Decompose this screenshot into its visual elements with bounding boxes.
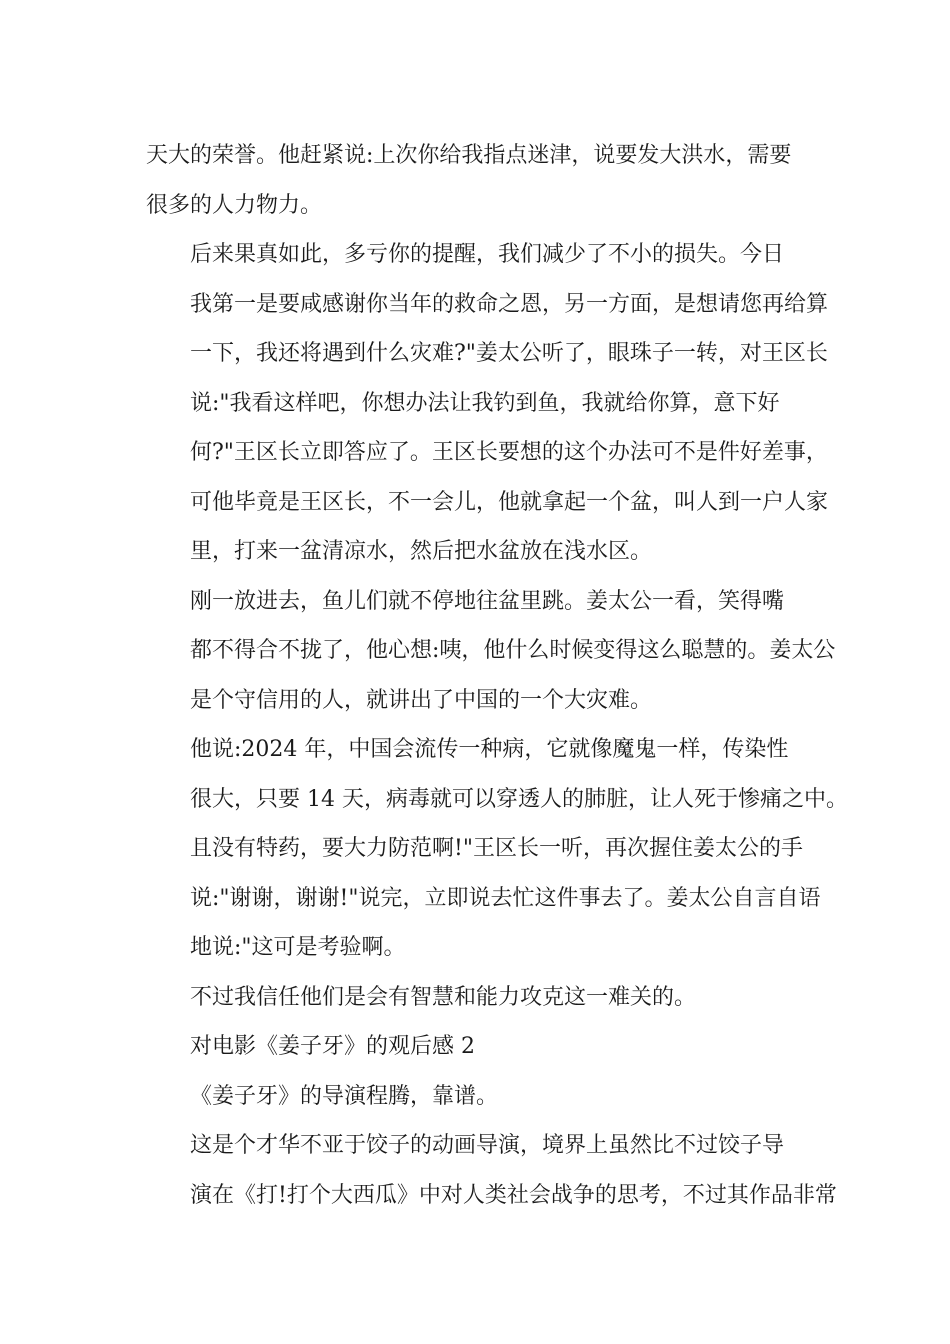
text-line: 后来果真如此，多亏你的提醒，我们减少了不小的损失。今日 [190,242,785,267]
paragraph [146,1022,808,1072]
text-line: 刚一放进去，鱼儿们就不停地往盆里跳。姜太公一看，笑得嘴 [190,588,785,614]
text-line: 这是个才华不亚于饺子的动画导演，境界上虽然比不过饺子导 [190,1133,785,1158]
paragraph [146,1121,837,1220]
document-body [146,131,848,1220]
text-line: 可他毕竟是王区长，不一会儿，他就拿起一个盆，叫人到一户人家 [190,489,829,515]
text-line: 一下，我还将遇到什么灾难?"姜太公听了，眼珠子一转，对王区长 [190,341,828,366]
text-line: 说:"我看这样吧，你想办法让我钓到鱼，我就给你算，意下好 [190,390,780,416]
text-line: 很多的人力物力。 [146,192,323,218]
text-line: 对电影《姜子牙》的观后感 2 [190,1034,475,1059]
text-line: 很大，只要 14 天，病毒就可以穿透人的肺脏，让人死于惨痛之中。 [190,786,848,812]
paragraph [146,577,836,726]
text-line: 说:"谢谢，谢谢!"说完，立即说去忙这件事去了。姜太公自言自语 [190,885,821,911]
text-line: 不过我信任他们是会有智慧和能力攻克这一难关的。 [190,984,697,1010]
text-line: 都不得合不拢了，他心想:咦，他什么时候变得这么聪慧的。姜太公 [190,638,836,663]
text-line: 里，打来一盆清凉水，然后把水盆放在浅水区。 [190,539,653,564]
paragraph [146,1072,808,1122]
text-line: 且没有特药，要大力防范啊!"王区长一听，再次握住姜太公的手 [190,836,803,861]
text-line: 演在《打!打个大西瓜》中对人类社会战争的思考，不过其作品非常 [190,1182,837,1208]
text-line: 是个守信用的人，就讲出了中国的一个大灾难。 [190,687,653,713]
paragraph [146,973,808,1023]
paragraph [146,725,848,973]
text-line: 何?"王区长立即答应了。王区长要想的这个办法可不是件好差事， [190,440,828,465]
text-line: 地说:"这可是考验啊。 [190,935,406,960]
paragraph [146,230,829,577]
text-line: 他说:2024 年，中国会流传一种病，它就像魔鬼一样，传染性 [190,737,789,762]
text-line: 天大的荣誉。他赶紧说:上次你给我指点迷津，说要发大洪水，需要 [146,143,792,168]
paragraph [146,131,808,230]
text-line: 《姜子牙》的导演程腾，靠谱。 [190,1083,499,1109]
text-line: 我第一是要咸感谢你当年的救命之恩，另一方面，是想请您再给算 [190,291,829,317]
